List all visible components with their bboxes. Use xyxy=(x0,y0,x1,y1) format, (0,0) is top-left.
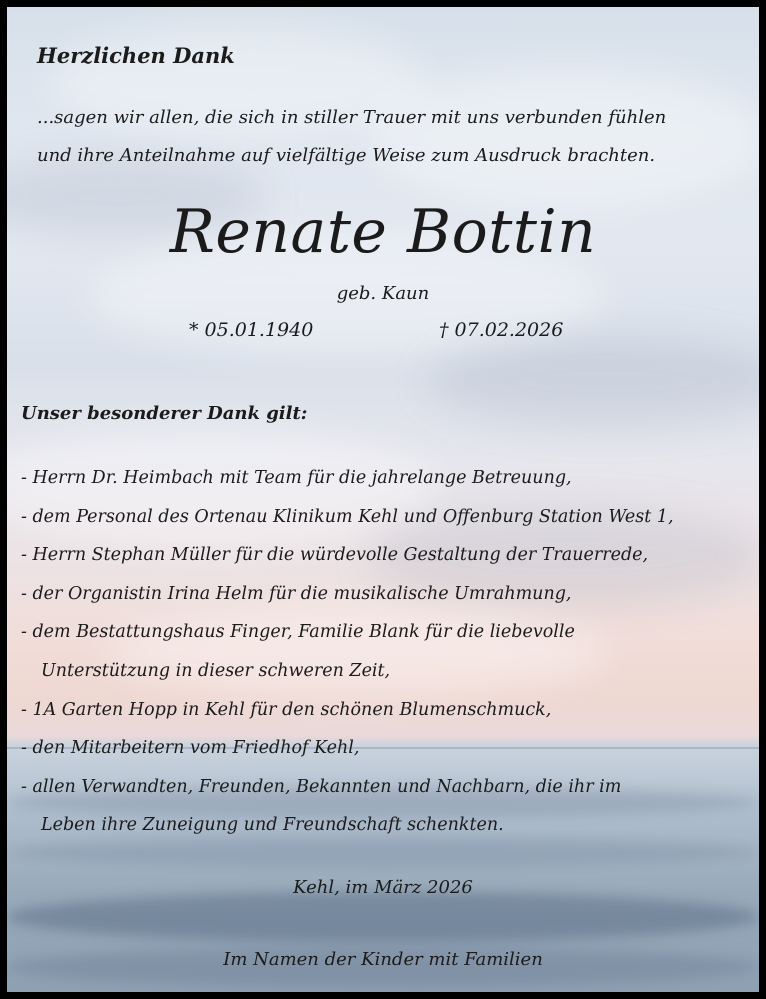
thanks-line: - dem Bestattungshaus Finger, Familie Blank für die liebevolle xyxy=(21,622,575,643)
intro-line: ...sagen wir allen, die sich in stiller Trauer mit uns verbunden fühlen xyxy=(37,107,667,128)
thanks-line: - der Organistin Irina Helm für die musikalische Umrahmung, xyxy=(21,583,572,604)
thanks-line: - Herrn Stephan Müller für die würdevolle Gestaltung der Trauerrede, xyxy=(21,545,649,566)
deceased-name: Renate Bottin xyxy=(169,197,597,267)
thanks-line: Unterstützung in dieser schweren Zeit, xyxy=(41,660,391,681)
thanks-line: - 1A Garten Hopp in Kehl für den schönen Blumenschmuck, xyxy=(21,699,552,720)
thanks-line: - allen Verwandten, Freunden, Bekannten und Nachbarn, die ihr im xyxy=(21,776,622,797)
death-date: † 07.02.2026 xyxy=(439,319,564,341)
intro-line: und ihre Anteilnahme auf vielfältige Weise zum Ausdruck brachten. xyxy=(37,145,656,166)
heading: Herzlichen Dank xyxy=(37,43,235,68)
thanks-line: Leben ihre Zuneigung und Freundschaft schenkten. xyxy=(41,815,504,836)
signature: Im Namen der Kinder mit Familien xyxy=(223,949,543,970)
thanks-heading: Unser besonderer Dank gilt: xyxy=(21,403,308,424)
birth-date: * 05.01.1940 xyxy=(189,319,314,341)
thanks-line: - dem Personal des Ortenau Klinikum Kehl und Offenburg Station West 1, xyxy=(21,506,674,527)
maiden-name: geb. Kaun xyxy=(336,283,430,304)
thanks-line: - den Mitarbeitern vom Friedhof Kehl, xyxy=(21,738,360,759)
place-date: Kehl, im März 2026 xyxy=(293,877,473,898)
thanks-line: - Herrn Dr. Heimbach mit Team für die jahrelange Betreuung, xyxy=(21,468,572,488)
thanks-list xyxy=(21,459,757,845)
